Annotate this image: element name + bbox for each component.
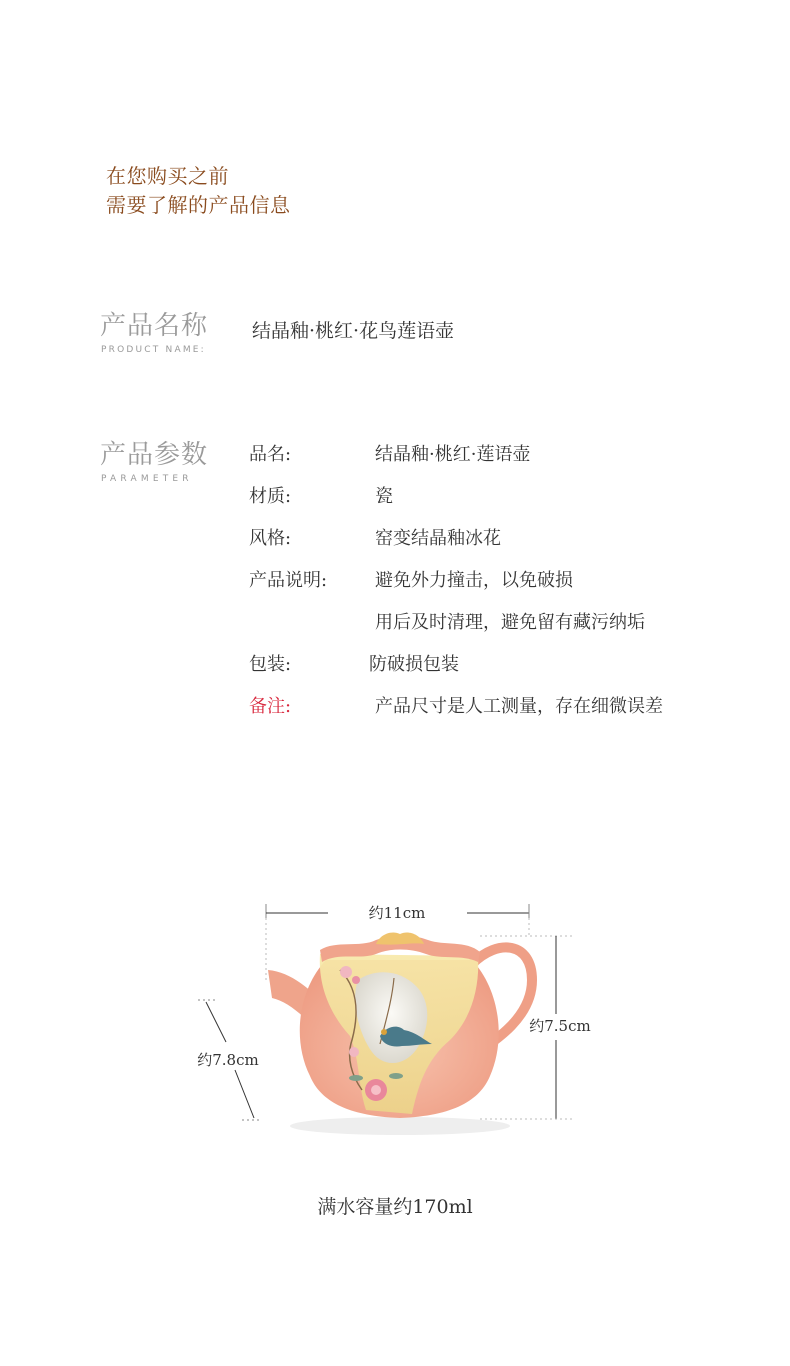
teapot-lid-knob xyxy=(376,932,424,944)
dim-height-left-label: 约7.8cm xyxy=(197,1051,259,1069)
teapot-shadow xyxy=(290,1117,510,1135)
param-label: 风格: xyxy=(249,528,292,549)
intro-line-1: 在您购买之前 xyxy=(106,164,229,188)
param-label: 包装: xyxy=(249,654,292,675)
teapot-svg xyxy=(180,890,620,1140)
dim-line-height-left-bottom xyxy=(235,1070,254,1118)
param-value: 产品尺寸是人工测量，存在细微误差 xyxy=(375,696,663,717)
dim-width-label: 约11cm xyxy=(368,904,426,922)
param-label-note: 备注: xyxy=(249,696,292,717)
flower-decoration xyxy=(352,976,360,984)
intro-heading xyxy=(106,162,291,220)
param-value: 瓷 xyxy=(375,486,393,507)
param-label: 材质: xyxy=(249,486,292,507)
flower-decoration xyxy=(349,1047,359,1057)
bird-head-decoration xyxy=(381,1029,387,1035)
parameter-title: 产品参数 xyxy=(100,440,209,470)
product-name-value: 结晶釉·桃红·花鸟莲语壶 xyxy=(252,320,455,342)
intro-line-2: 需要了解的产品信息 xyxy=(106,193,291,217)
dim-line-height-left-top xyxy=(206,1002,226,1042)
param-value: 结晶釉·桃红·莲语壶 xyxy=(375,444,531,465)
param-value: 防破损包装 xyxy=(369,654,459,675)
capacity-caption: 满水容量约170ml xyxy=(317,1196,473,1218)
parameter-subtitle: PARAMETER xyxy=(101,474,193,484)
param-value: 用后及时清理，避免留有藏污纳垢 xyxy=(375,612,645,633)
product-name-title: 产品名称 xyxy=(100,311,209,341)
lotus-center-decoration xyxy=(371,1085,381,1095)
dim-height-right-label: 约7.5cm xyxy=(529,1017,591,1035)
param-value: 窑变结晶釉冰花 xyxy=(375,528,501,549)
product-name-subtitle: PRODUCT NAME: xyxy=(101,345,206,355)
param-label: 品名: xyxy=(249,444,292,465)
teapot-diagram xyxy=(180,890,620,1140)
flower-decoration xyxy=(340,966,352,978)
param-label: 产品说明: xyxy=(249,570,328,591)
param-value: 避免外力撞击，以免破损 xyxy=(375,570,573,591)
leaf-decoration xyxy=(349,1075,363,1081)
leaf-decoration xyxy=(389,1073,403,1079)
